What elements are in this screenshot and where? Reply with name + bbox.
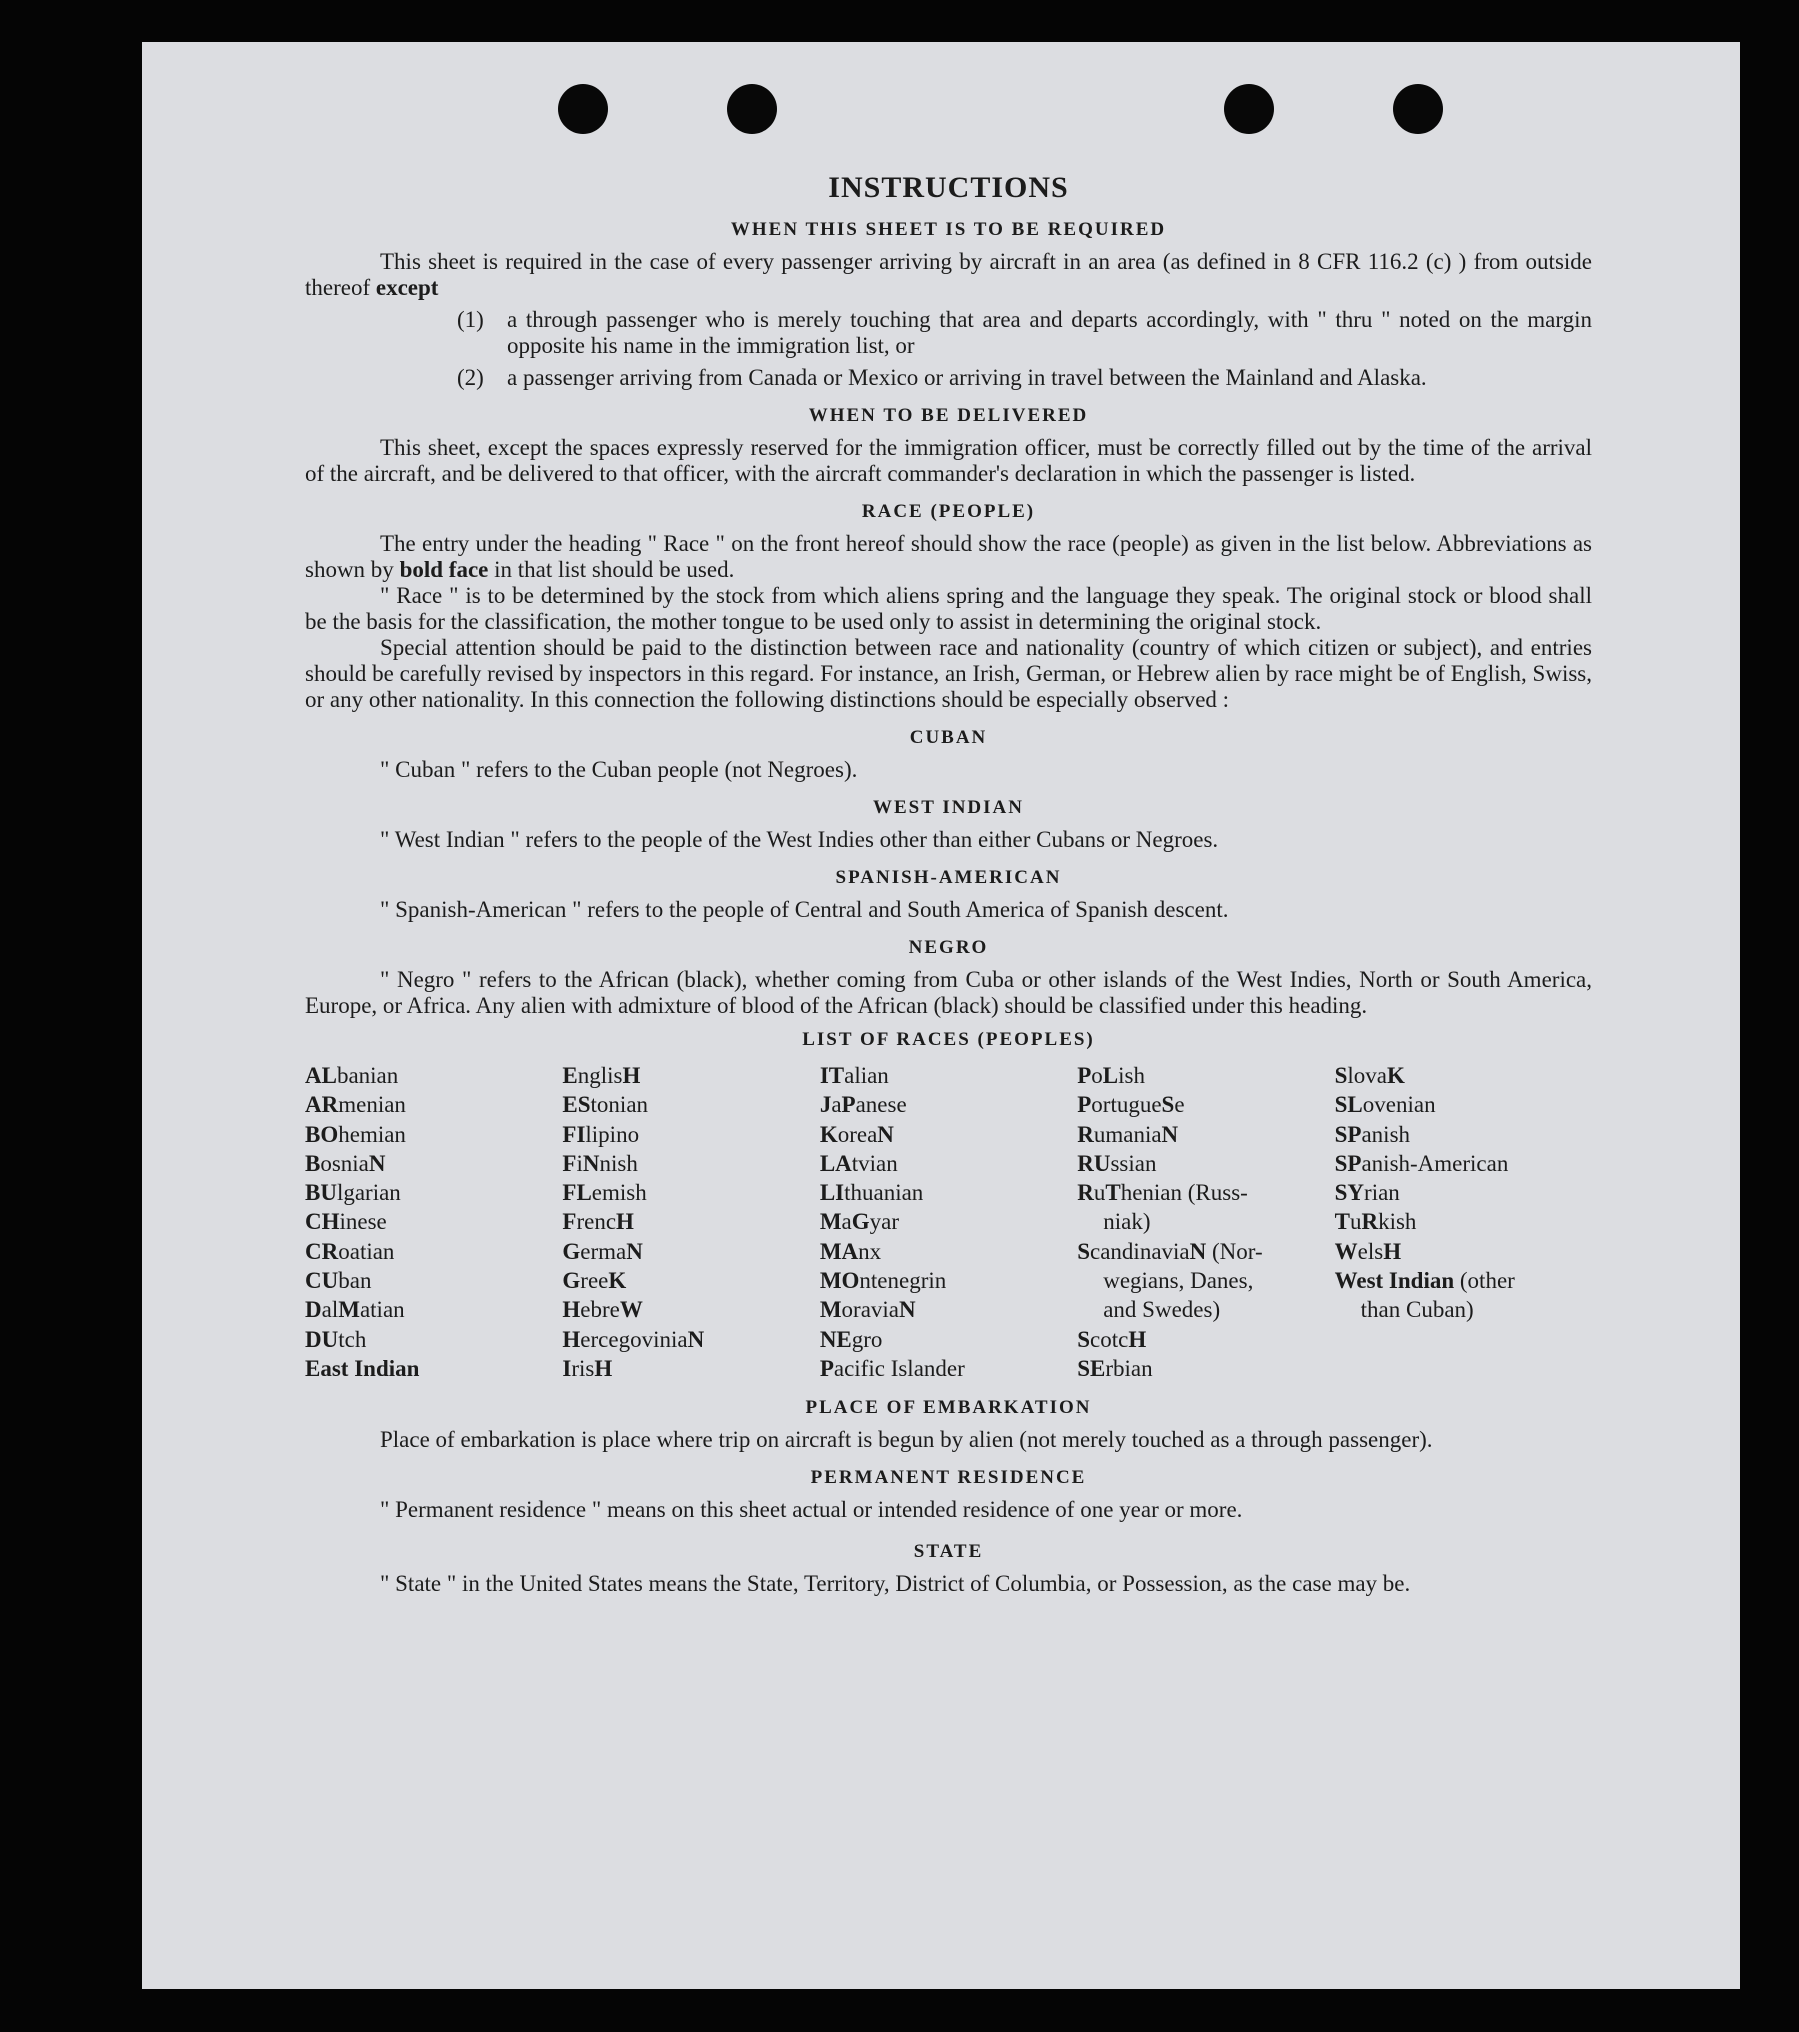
- embarkation-text: Place of embarkation is place where trip on aircraft is begun by alien (not merely touched as a through passenger).: [380, 1427, 1433, 1453]
- section-heading-races-list: LIST OF RACES (PEOPLES): [802, 1029, 1095, 1050]
- section-heading-required: WHEN THIS SHEET IS TO BE REQUIRED: [730, 219, 1167, 240]
- race-entry: ARmenian: [305, 1092, 406, 1118]
- race-entry: MOntenegrin: [819, 1268, 947, 1294]
- exception-item: (1) a through passenger who is merely touching that area and departs accordingly, with " thru " noted on the margin opposite his name in the immigration list, or: [457, 307, 1592, 358]
- punch-hole: [1393, 84, 1443, 134]
- race-entry: TuRkish: [1334, 1209, 1417, 1235]
- race-entry: HebreW: [562, 1297, 643, 1323]
- delivered-text: This sheet, except the spaces expressly reserved for the immigration officer, must be correctly filled out by the time of the arrival of the aircraft, and be delivered to that officer, with the aircraft commander's declaration in which the passenger is listed.: [305, 435, 1592, 486]
- race-paragraph-3: Special attention should be paid to the distinction between race and nationality (country of which citizen or subject), and entries should be carefully revised by inspectors in this regard. For instance, an Irish, German, or Hebrew alien by race might be of English, Swiss, or any other nationality. In this connection the following distinctions should be especially observed :: [305, 635, 1592, 712]
- section-heading-cuban: CUBAN: [909, 727, 988, 748]
- state-text: " State " in the United States means the State, Territory, District of Columbia, or Possession, as the case may be.: [380, 1571, 1411, 1597]
- race-entry: IrisH: [562, 1355, 613, 1381]
- race-entry: DalMatian: [305, 1297, 405, 1323]
- residence-text: " Permanent residence " means on this sheet actual or intended residence of one year or more.: [380, 1497, 1243, 1523]
- race-entry: BUlgarian: [305, 1180, 401, 1206]
- race-entry: RUssian: [1077, 1150, 1157, 1176]
- race-entry: JaPanese: [819, 1092, 907, 1118]
- race-entry: MAnx: [819, 1238, 882, 1264]
- race-entry: ALbanian: [305, 1063, 399, 1088]
- race-paragraph-1: The entry under the heading " Race " on the front hereof should show the race (people) as given in the list below. Abbreviations as shown by bold face in that list should be used.: [305, 531, 1592, 582]
- race-entry: SlovaK: [1334, 1063, 1405, 1088]
- race-entry: ScandinaviaN (Nor-: [1077, 1238, 1263, 1264]
- races-list: [305, 1061, 1592, 1383]
- race-entry: ITalian: [819, 1063, 889, 1088]
- race-entry: HercegoviniaN: [562, 1326, 705, 1352]
- spanish-american-text: " Spanish-American " refers to the people of Central and South America of Spanish descent.: [380, 897, 1229, 922]
- race-entry: ScotcH: [1077, 1326, 1147, 1352]
- race-entry: niak): [1103, 1209, 1151, 1235]
- race-entry: FiNnish: [562, 1150, 638, 1176]
- punch-hole: [727, 84, 777, 134]
- race-entry: SPanish: [1334, 1121, 1411, 1147]
- races-column: [1077, 1061, 1334, 1383]
- race-entry: BOhemian: [305, 1121, 406, 1147]
- race-entry: wegians, Danes,: [1103, 1268, 1254, 1294]
- race-entry: FIlipino: [562, 1121, 640, 1147]
- race-entry: PortugueSe: [1077, 1092, 1185, 1118]
- race-entry: GermaN: [562, 1238, 643, 1264]
- punch-hole: [558, 84, 608, 134]
- negro-text: " Negro " refers to the African (black), whether coming from Cuba or other islands of the West Indies, North or South America, Europe, or Africa. Any alien with admixture of blood of the African (black) should be classified under this heading.: [305, 967, 1592, 1018]
- race-entry: MaGyar: [819, 1209, 900, 1235]
- section-heading-delivered: WHEN TO BE DELIVERED: [808, 405, 1089, 426]
- race-entry: RuThenian (Russ-: [1077, 1180, 1248, 1206]
- races-column: [1335, 1061, 1592, 1383]
- races-column: [562, 1061, 819, 1383]
- races-column: [305, 1061, 562, 1383]
- race-entry: DUtch: [305, 1326, 367, 1352]
- race-entry: SLovenian: [1334, 1092, 1436, 1118]
- race-entry: EnglisH: [562, 1063, 641, 1088]
- race-entry: MoraviaN: [819, 1297, 916, 1323]
- race-entry: than Cuban): [1360, 1297, 1474, 1323]
- required-intro: This sheet is required in the case of every passenger arriving by aircraft in an area (as defined in 8 CFR 116.2 (c) ) from outside thereof except: [305, 249, 1592, 300]
- section-heading-state: STATE: [913, 1541, 984, 1563]
- race-entry: East Indian: [305, 1355, 420, 1381]
- instructions-content: [305, 165, 1592, 1597]
- race-entry: NEgro: [819, 1326, 883, 1352]
- race-entry: GreeK: [562, 1268, 627, 1294]
- section-heading-west-indian: WEST INDIAN: [873, 797, 1024, 818]
- race-paragraph-2: " Race " is to be determined by the stock from which aliens spring and the language they speak. The original stock or blood shall be the basis for the classification, the mother tongue to be used only to assist in determining the original stock.: [305, 583, 1592, 634]
- race-entry: West Indian (other: [1334, 1268, 1515, 1294]
- page-title: INSTRUCTIONS: [828, 171, 1069, 204]
- race-entry: SErbian: [1077, 1355, 1153, 1381]
- race-entry: EStonian: [562, 1092, 649, 1118]
- section-heading-race: RACE (PEOPLE): [861, 501, 1036, 522]
- race-entry: CUban: [305, 1268, 372, 1294]
- race-entry: LIthuanian: [819, 1180, 924, 1206]
- race-entry: PoLish: [1077, 1063, 1145, 1088]
- race-entry: FrencH: [562, 1209, 634, 1235]
- races-column: [820, 1061, 1077, 1383]
- west-indian-text: " West Indian " refers to the people of the West Indies other than either Cubans or Negroes.: [380, 827, 1219, 852]
- race-entry: KoreaN: [819, 1121, 894, 1147]
- section-heading-negro: NEGRO: [908, 937, 989, 958]
- race-entry: WelsH: [1334, 1238, 1402, 1264]
- section-heading-residence: PERMANENT RESIDENCE: [810, 1467, 1087, 1489]
- race-entry: CHinese: [305, 1209, 387, 1235]
- race-entry: BosniaN: [305, 1150, 386, 1176]
- section-heading-spanish-american: SPANISH-AMERICAN: [835, 867, 1062, 888]
- race-entry: CRoatian: [305, 1238, 395, 1264]
- exception-item: (2) a passenger arriving from Canada or Mexico or arriving in travel between the Mainland and Alaska.: [457, 365, 1427, 390]
- race-entry: RumaniaN: [1077, 1121, 1179, 1147]
- race-entry: SYrian: [1334, 1180, 1400, 1206]
- race-entry: LAtvian: [819, 1150, 898, 1176]
- race-entry: SPanish-American: [1334, 1150, 1509, 1176]
- race-entry: FLemish: [562, 1180, 647, 1206]
- punch-hole: [1224, 84, 1274, 134]
- section-heading-embarkation: PLACE OF EMBARKATION: [805, 1397, 1092, 1419]
- cuban-text: " Cuban " refers to the Cuban people (not Negroes).: [380, 757, 858, 782]
- race-entry: Pacific Islander: [819, 1355, 965, 1381]
- race-entry: and Swedes): [1103, 1297, 1221, 1323]
